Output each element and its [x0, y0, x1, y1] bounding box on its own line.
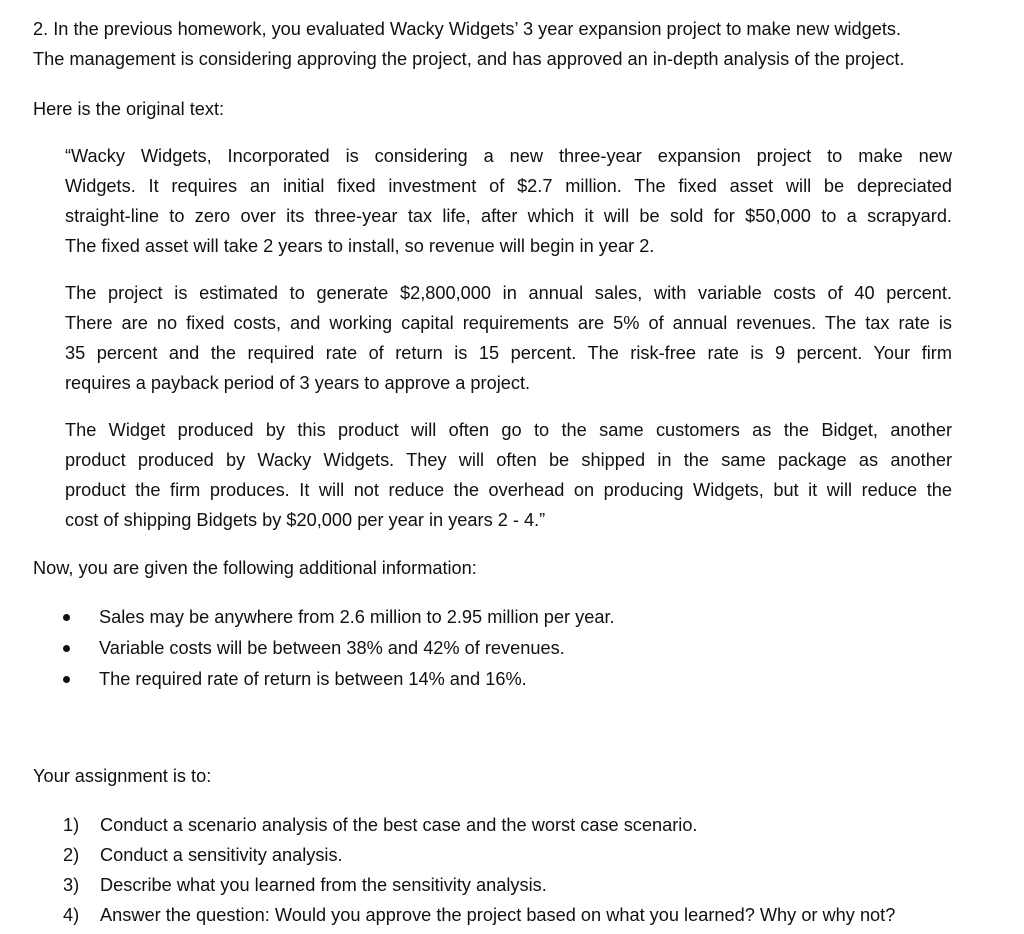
- quote-line: cost of shipping Bidgets by $20,000 per year in years 2 - 4.”: [65, 510, 546, 530]
- quote-line: The fixed asset will take 2 years to install, so revenue will begin in year 2.: [65, 236, 655, 256]
- original-text-label: Here is the original text:: [33, 99, 225, 119]
- quote-paragraph-1: [65, 141, 952, 261]
- bullet-icon: [63, 676, 70, 683]
- list-item: [58, 664, 615, 695]
- list-item-text: Variable costs will be between 38% and 42% of revenues.: [99, 638, 565, 658]
- task-number: 4): [63, 905, 80, 925]
- list-item: [63, 870, 895, 900]
- list-item-text: Sales may be anywhere from 2.6 million to 2.95 million per year.: [99, 607, 615, 627]
- additional-info-label: Now, you are given the following additional information:: [33, 558, 477, 578]
- list-item: [63, 900, 895, 930]
- quote-line: The Widget produced by this product will often go to the same customers as the Bidget, another: [65, 420, 952, 440]
- task-number: 2): [63, 845, 80, 865]
- assignment-task-list: [63, 810, 895, 930]
- bullet-icon: [63, 645, 70, 652]
- quote-line: requires a payback period of 3 years to approve a project.: [65, 373, 531, 393]
- assignment-label: Your assignment is to:: [33, 766, 212, 786]
- quote-line: 35 percent and the required rate of return is 15 percent. The risk-free rate is 9 percent. Your firm: [65, 343, 952, 363]
- bullet-icon: [63, 614, 70, 621]
- list-item: [63, 840, 895, 870]
- quote-line: straight-line to zero over its three-year tax life, after which it will be sold for $50,000 to a scrapyard.: [65, 206, 952, 226]
- task-text: Describe what you learned from the sensitivity analysis.: [100, 875, 547, 895]
- list-item: [58, 602, 615, 633]
- quote-line: “Wacky Widgets, Incorporated is considering a new three-year expansion project to make new: [65, 146, 952, 166]
- quote-paragraph-3: [65, 415, 952, 535]
- intro-paragraph: [33, 14, 905, 74]
- task-number: 1): [63, 815, 80, 835]
- task-number: 3): [63, 875, 80, 895]
- list-item-text: The required rate of return is between 14% and 16%.: [99, 669, 527, 689]
- task-text: Conduct a scenario analysis of the best case and the worst case scenario.: [100, 815, 698, 835]
- quote-line: The project is estimated to generate $2,800,000 in annual sales, with variable costs of 40 percent.: [65, 283, 952, 303]
- list-item: [58, 633, 615, 664]
- list-item: [63, 810, 895, 840]
- task-text: Answer the question: Would you approve the project based on what you learned? Why or why not?: [100, 905, 896, 925]
- task-text: Conduct a sensitivity analysis.: [100, 845, 343, 865]
- quote-paragraph-2: [65, 278, 952, 398]
- intro-line: The management is considering approving the project, and has approved an in-depth analysis of the project.: [33, 49, 905, 69]
- quote-line: Widgets. It requires an initial fixed investment of $2.7 million. The fixed asset will be depreciated: [65, 176, 952, 196]
- quote-line: product the firm produces. It will not reduce the overhead on producing Widgets, but it will reduce the: [65, 480, 952, 500]
- additional-info-list: [58, 602, 615, 695]
- quote-line: product produced by Wacky Widgets. They will often be shipped in the same package as another: [65, 450, 952, 470]
- intro-line: 2. In the previous homework, you evaluated Wacky Widgets’ 3 year expansion project to make new widgets.: [33, 19, 902, 39]
- quote-line: There are no fixed costs, and working capital requirements are 5% of annual revenues. The tax rate is: [65, 313, 952, 333]
